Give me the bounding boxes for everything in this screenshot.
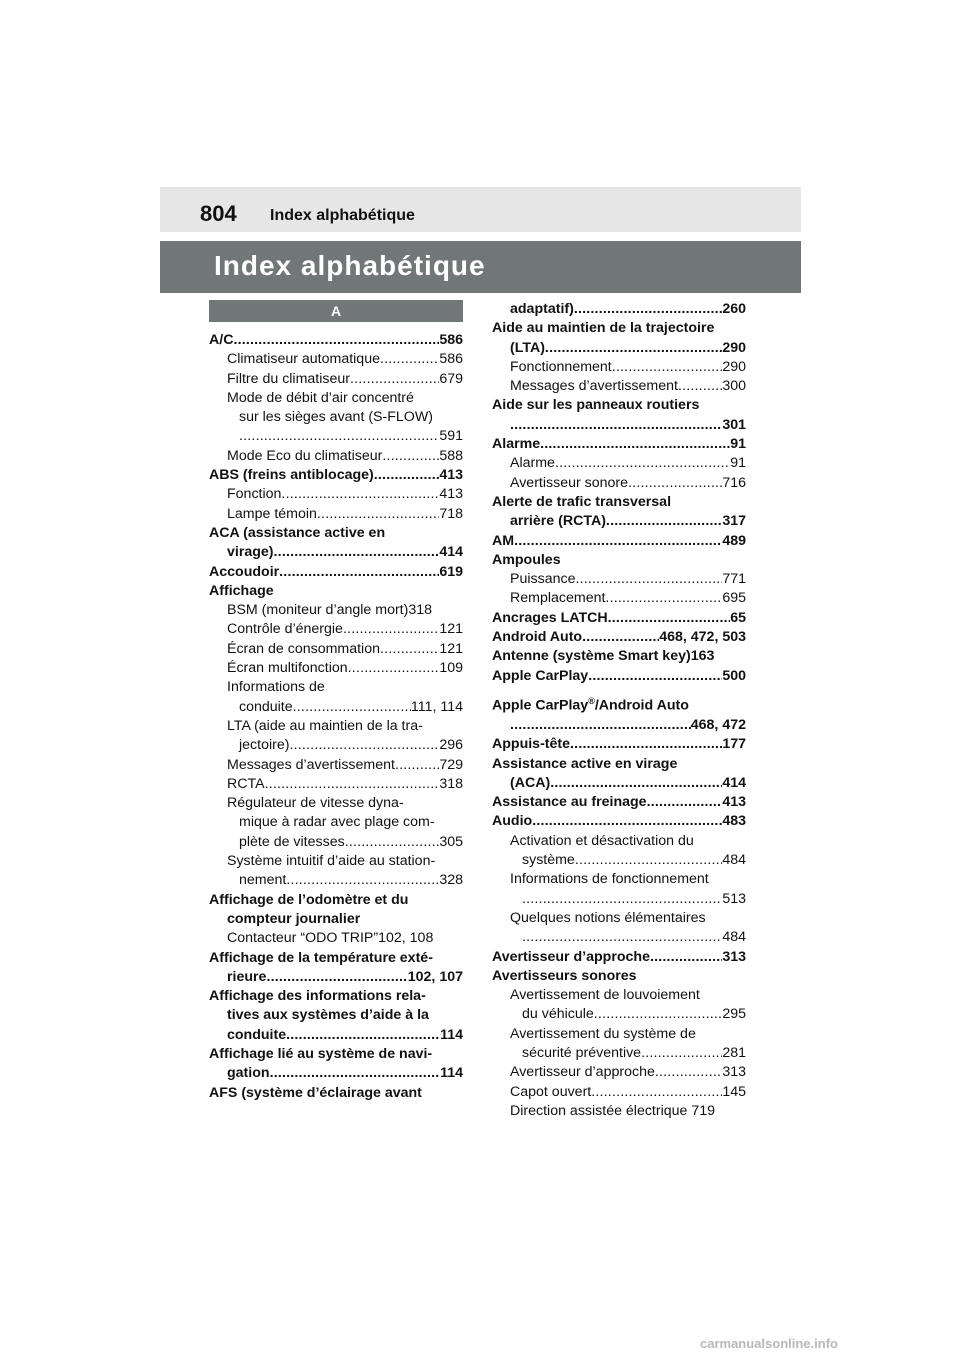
index-entry [492,667,746,686]
dot-leader [591,1083,722,1102]
entry-text: Aide au maintien de la trajectoire [492,320,715,337]
entry-text: nement [239,872,287,889]
index-entry [209,485,463,504]
entry-text: sur les sièges avant (S-FLOW) [239,409,433,426]
dot-leader [281,485,439,504]
page-reference: 300 [722,378,746,395]
index-entry [209,427,463,446]
page-reference: 586 [439,332,463,348]
entry-text: Affichage de l’odomètre et du [209,891,409,908]
index-entry [492,493,746,512]
dot-leader [532,812,722,831]
page-reference: 468, 472, 503 [659,629,746,646]
page-reference: 414 [722,774,746,791]
page-reference: 121 [439,621,463,638]
dot-leader [641,1044,722,1063]
entry-text: Fonction [227,486,282,503]
index-entry [492,1063,746,1082]
dot-leader [279,563,439,582]
index-entry [209,582,463,601]
page-reference: 102, 107 [407,968,463,985]
page-number: 804 [200,201,237,226]
index-entry [209,871,463,890]
entry-text: Alarme [492,436,541,453]
dot-leader [582,628,659,647]
dot-leader [608,609,731,628]
page-reference: 500 [722,667,746,684]
page-reference: 718 [439,505,463,522]
index-entry [209,756,463,775]
index-entry [492,435,746,454]
index-entry [492,1044,746,1063]
index-entry [209,717,463,736]
page-reference: 290 [722,339,746,356]
entry-text: Puissance [510,571,576,588]
dot-leader [510,716,691,735]
page-reference: 468, 472 [690,716,746,733]
index-entry [209,524,463,543]
page-reference: 305 [439,833,463,850]
index-entry [492,551,746,570]
entry-text: Écran de consommation [227,640,380,657]
index-entry [492,986,746,1005]
entry-text: Messages d’avertissement [227,756,395,773]
dot-leader [265,775,440,794]
entry-text: Filtre du climatiseur [227,370,350,387]
entry-text: plète de vitesses [239,833,345,850]
index-entry [209,698,463,717]
entry-text: Audio [492,813,533,830]
dot-leader [514,532,722,551]
page-reference: 588 [439,447,463,464]
entry-text: Climatiseur automatique [227,351,380,368]
entry-text: Affichage des informations rela- [209,988,426,1005]
index-entry [209,891,463,910]
page-reference: 318 [439,775,463,792]
page-reference: 483 [722,813,746,830]
dot-leader [575,851,723,870]
entry-text: Affichage de la température exté- [209,949,433,966]
index-entry [209,775,463,794]
entry-text: compteur journalier [227,910,361,927]
dot-leader [594,1005,723,1024]
entry-text: Affichage lié au système de navi- [209,1045,433,1062]
dot-leader [588,667,722,686]
index-entry [209,563,463,582]
dot-leader [274,543,440,562]
entry-text: Ancrages LATCH [492,609,608,626]
entry-text: Alerte de trafic transversal [492,493,672,510]
entry-text: AM [492,532,515,549]
entry-text: sécurité préventive [522,1045,642,1062]
index-entry [492,1083,746,1102]
index-entry [209,736,463,755]
entry-text: Lampe témoin [227,505,317,522]
dot-leader [545,339,722,358]
dot-leader [239,427,439,446]
entry-text: adaptatif) [510,301,574,317]
index-entry [492,755,746,774]
index-entry [492,851,746,870]
index-entry [209,987,463,1006]
entry-text: Android Auto [492,629,583,646]
dot-leader [345,833,440,852]
dot-leader [606,512,722,531]
page-reference: 313 [722,948,746,965]
entry-text: Aide sur les panneaux routiers [492,397,700,414]
dot-leader [380,350,439,369]
page-reference: 619 [439,563,463,580]
index-column-right [492,300,746,1121]
page-reference: 114 [440,1065,463,1082]
dot-leader [380,640,439,659]
index-entry [492,396,746,415]
page-reference: 413 [439,467,463,484]
page-reference: 65 [730,609,746,626]
dot-leader [289,736,439,755]
index-entry [492,628,746,647]
entry-text: Avertisseur d’approche [492,948,650,965]
index-entry [209,350,463,369]
index-entry [492,358,746,377]
entry-text: Activation et désactivation du [510,832,694,849]
page-reference: 414 [439,544,463,561]
page-reference: 716 [722,474,746,491]
index-entry [209,910,463,929]
entry-text: BSM (moniteur d’angle mort)318 [227,602,433,619]
page-reference: 679 [439,370,463,387]
entry-text: Apple CarPlay [492,667,589,684]
index-entry [209,601,463,620]
index-entry [492,589,746,608]
index-entry [492,967,746,986]
watermark: carmanualsonline.info [700,1336,838,1351]
right-entry-list [492,300,746,1121]
page-reference: 91 [730,436,746,453]
dot-leader [343,620,439,639]
entry-text: A/C [209,332,234,348]
dot-leader [575,570,722,589]
index-entry [209,620,463,639]
page-reference: 296 [439,737,463,754]
index-entry [209,813,463,832]
index-entry [492,454,746,473]
page-reference: 301 [722,416,746,433]
index-entry [492,1025,746,1044]
index-entry [492,532,746,551]
running-title: Index alphabétique [270,207,415,224]
index-entry [209,505,463,524]
index-entry [209,370,463,389]
dot-leader [522,928,722,947]
dot-leader [570,735,722,754]
header-band [160,187,801,232]
index-entry [492,647,746,666]
entry-text: Appuis-tête [492,736,571,753]
page-reference: 109 [439,660,463,677]
dot-leader [395,756,439,775]
entry-text: ABS (freins antiblocage) [209,467,374,484]
dot-leader [293,698,411,717]
entry-text: mique à radar avec plage com- [239,814,435,831]
dot-leader [574,300,722,319]
entry-text: Capot ouvert [510,1083,592,1100]
index-entry [492,870,746,889]
index-entry [492,1102,746,1121]
dot-leader [510,416,722,435]
index-entry [209,794,463,813]
index-entry [492,928,746,947]
page-reference: 413 [439,486,463,503]
index-entry [492,948,746,967]
entry-text: Assistance active en virage [492,755,678,772]
page-reference: 413 [722,794,746,811]
entry-text: Avertisseurs sonores [492,967,637,984]
entry-text: ACA (assistance active en [209,524,386,541]
entry-text: Régulateur de vitesse dyna- [227,795,404,812]
dot-leader [678,377,722,396]
index-entry [209,1084,463,1103]
page-reference: 489 [722,532,746,549]
index-entry [209,833,463,852]
entry-text: Apple CarPlay®/Android Auto [492,695,689,714]
page-reference: 513 [722,890,746,907]
index-entry [492,319,746,338]
index-entry [209,968,463,987]
dot-leader [286,1026,440,1045]
index-entry [492,474,746,493]
page-reference: 317 [722,513,746,530]
index-entry [492,774,746,793]
entry-text: AFS (système d’éclairage avant [209,1084,422,1101]
entry-text: Assistance au freinage [492,794,647,811]
dot-leader [350,370,439,389]
entry-text: Système intuitif d’aide au station- [227,853,436,870]
dot-leader [348,659,440,678]
index-entry [209,1064,463,1083]
entry-text: Écran multifonction [227,660,348,677]
page-reference: 729 [439,756,463,773]
dot-leader [540,435,730,454]
page-reference: 281 [722,1045,746,1062]
index-entry [492,300,746,319]
page-reference: 484 [722,929,746,946]
entry-text: système [522,852,575,869]
entry-text: Contacteur “ODO TRIP”102, 108 [227,930,434,947]
dot-leader [522,890,722,909]
entry-text: gation [227,1065,270,1082]
page-reference: 114 [440,1026,463,1043]
entry-text: conduite [239,698,293,715]
entry-text: Antenne (système Smart key)163 [492,648,715,665]
entry-text: Affichage [209,582,274,599]
index-entry [492,416,746,435]
entry-text: du véhicule [522,1006,594,1023]
page-reference: 145 [722,1083,746,1100]
entry-text: Informations de fonctionnement [510,871,709,888]
index-entry [209,1006,463,1025]
entry-text: Avertisseur d’approche [510,1064,655,1081]
index-entry [209,543,463,562]
index-entry [492,890,746,909]
dot-leader [628,474,722,493]
entry-text: tives aux systèmes d’aide à la [227,1007,429,1024]
index-entry [209,949,463,968]
entry-text: Accoudoir [209,563,280,580]
index-entry [492,377,746,396]
entry-text: Informations de [227,679,325,696]
index-entry [209,1026,463,1045]
dot-leader [605,589,722,608]
dot-leader [650,948,722,967]
entry-text: arrière (RCTA) [510,513,606,530]
dot-leader [317,505,439,524]
page-reference: 111, 114 [410,698,463,715]
entry-text: (ACA) [510,774,551,791]
page-reference: 586 [439,351,463,368]
entry-text: Quelques notions élémentaires [510,909,706,926]
page-reference: 295 [722,1006,746,1023]
entry-text: Fonctionnement [510,358,612,375]
page-reference: 177 [722,736,746,753]
entry-text: rieure [227,968,267,985]
index-entry [209,852,463,871]
entry-text: RCTA [227,775,265,792]
dot-leader [374,466,440,485]
index-entry [492,692,746,716]
dot-leader [266,968,407,987]
dot-leader [270,1064,441,1083]
index-entry [209,408,463,427]
dot-leader [286,871,439,890]
index-entry [492,512,746,531]
page-title: Index alphabétique [214,250,486,281]
entry-text: conduite [227,1026,287,1043]
index-entry [492,716,746,735]
entry-text: Avertissement du système de [510,1025,696,1042]
index-column-left [209,300,463,1103]
index-entry [209,389,463,408]
index-entry [209,929,463,948]
index-entry [492,812,746,831]
page-reference: 121 [439,640,463,657]
entry-text: Avertisseur sonore [510,474,629,491]
index-entry [492,609,746,628]
page-reference: 328 [439,872,463,889]
index-entry [209,659,463,678]
index-entry [492,339,746,358]
entry-text: Messages d’avertissement [510,378,678,395]
entry-text: jectoire) [239,737,290,754]
index-entry [209,678,463,697]
left-entry-list [209,331,463,1103]
page-reference: 260 [722,301,746,317]
dot-leader [612,358,723,377]
dot-leader [382,447,439,466]
index-entry [209,1045,463,1064]
dot-leader [647,793,723,812]
entry-text: Contrôle d’énergie [227,621,343,638]
entry-text: LTA (aide au maintien de la tra- [227,717,423,734]
page-reference: 695 [722,590,746,607]
index-entry [492,793,746,812]
index-entry [209,640,463,659]
entry-text: Remplacement [510,590,606,607]
entry-text: Mode Eco du climatiseur [227,447,383,464]
dot-leader [555,454,730,473]
entry-text: virage) [227,544,274,561]
index-entry [209,466,463,485]
page-reference: 290 [722,358,746,375]
dot-leader [550,774,722,793]
entry-text: (LTA) [510,339,545,356]
index-entry [492,570,746,589]
index-entry [492,1005,746,1024]
entry-text: Mode de débit d’air concentré [227,389,414,406]
entry-text: Alarme [510,455,555,472]
dot-leader [655,1063,722,1082]
index-entry [492,735,746,754]
index-entry [209,331,463,350]
page-reference: 91 [730,455,746,472]
entry-text: Avertissement de louvoiement [510,987,700,1004]
index-entry [209,447,463,466]
page-reference: 591 [439,428,463,445]
index-entry [492,909,746,928]
dot-leader [233,331,439,350]
section-letter-header: A [209,300,463,322]
page-reference: 484 [722,852,746,869]
entry-text: Direction assistée électrique 719 [510,1102,716,1119]
entry-text: Ampoules [492,551,561,568]
page-reference: 771 [722,571,746,588]
page-reference: 313 [722,1064,746,1081]
index-entry [492,832,746,851]
